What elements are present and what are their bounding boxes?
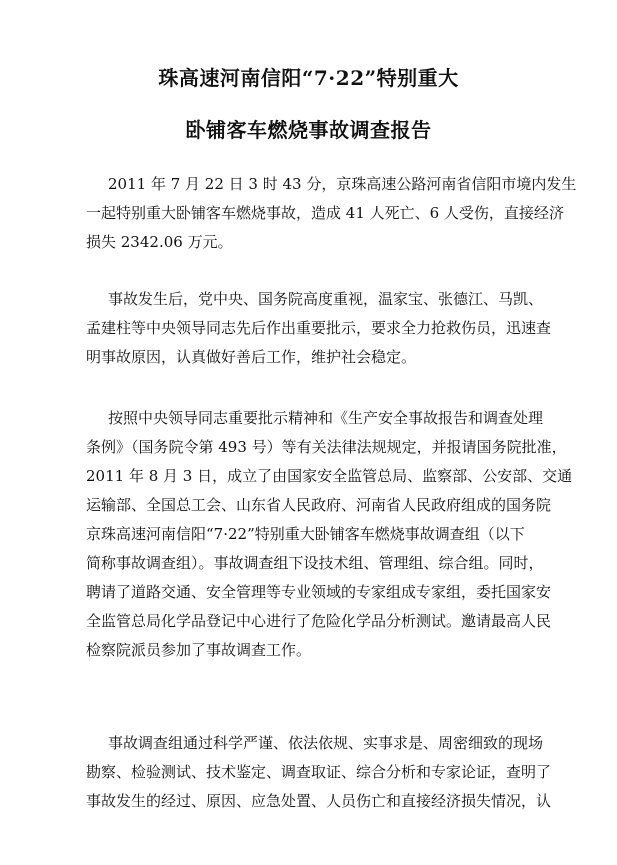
- paragraph-line: 运输部、全国总工会、山东省人民政府、河南省人民政府组成的国务院: [86, 496, 552, 514]
- paragraph-line: 京珠高速河南信阳“7·22”特别重大卧铺客车燃烧事故调查组（以下: [86, 525, 525, 543]
- paragraph-line: 明事故原因，认真做好善后工作，维护社会稳定。: [86, 348, 417, 366]
- paragraph-3: [86, 404, 573, 665]
- paragraph-line: 勘察、检验测试、技术鉴定、调查取证、综合分析和专家论证，查明了: [86, 763, 552, 781]
- report-title-line-1: 珠高速河南信阳“7·22”特别重大: [158, 66, 459, 90]
- paragraph-line: 损失 2342.06 万元。: [86, 233, 233, 251]
- report-title-line-2: 卧铺客车燃烧事故调查报告: [185, 118, 432, 142]
- paragraph-line: 全监管总局化学品登记中心进行了危险化学品分析测试。邀请最高人民: [86, 612, 552, 630]
- paragraph-4: [86, 729, 552, 816]
- paragraph-line: 事故调查组通过科学严谨、依法依规、实事求是、周密细致的现场: [108, 734, 544, 752]
- paragraph-line: 检察院派员参加了事故调查工作。: [86, 641, 312, 659]
- paragraph-line: 孟建柱等中央领导同志先后作出重要批示，要求全力抢救伤员，迅速查: [86, 319, 552, 337]
- paragraph-line: 事故发生的经过、原因、应急处置、人员伤亡和直接经济损失情况，认: [86, 792, 552, 810]
- paragraph-line: 按照中央领导同志重要批示精神和《生产安全事故报告和调查处理: [108, 409, 544, 427]
- paragraph-2: [86, 285, 552, 372]
- paragraph-line: 条例》（国务院令第 493 号）等有关法律法规规定，并报请国务院批准，: [86, 438, 567, 456]
- paragraph-line: 事故发生后，党中央、国务院高度重视，温家宝、张德江、马凯、: [108, 290, 544, 308]
- paragraph-line: 简称事故调查组）。事故调查组下设技术组、管理组、综合组。同时，: [86, 554, 544, 572]
- paragraph-line: 2011 年 7 月 22 日 3 时 43 分，京珠高速公路河南省信阳市境内发生: [108, 175, 577, 193]
- paragraph-line: 2011 年 8 月 3 日，成立了由国家安全监管总局、监察部、公安部、交通: [86, 467, 573, 485]
- paragraph-line: 聘请了道路交通、安全管理等专业领域的专家组成专家组，委托国家安: [86, 583, 552, 601]
- paragraph-1: [86, 170, 577, 257]
- paragraph-line: 一起特别重大卧铺客车燃烧事故，造成 41 人死亡、6 人受伤，直接经济: [86, 204, 564, 222]
